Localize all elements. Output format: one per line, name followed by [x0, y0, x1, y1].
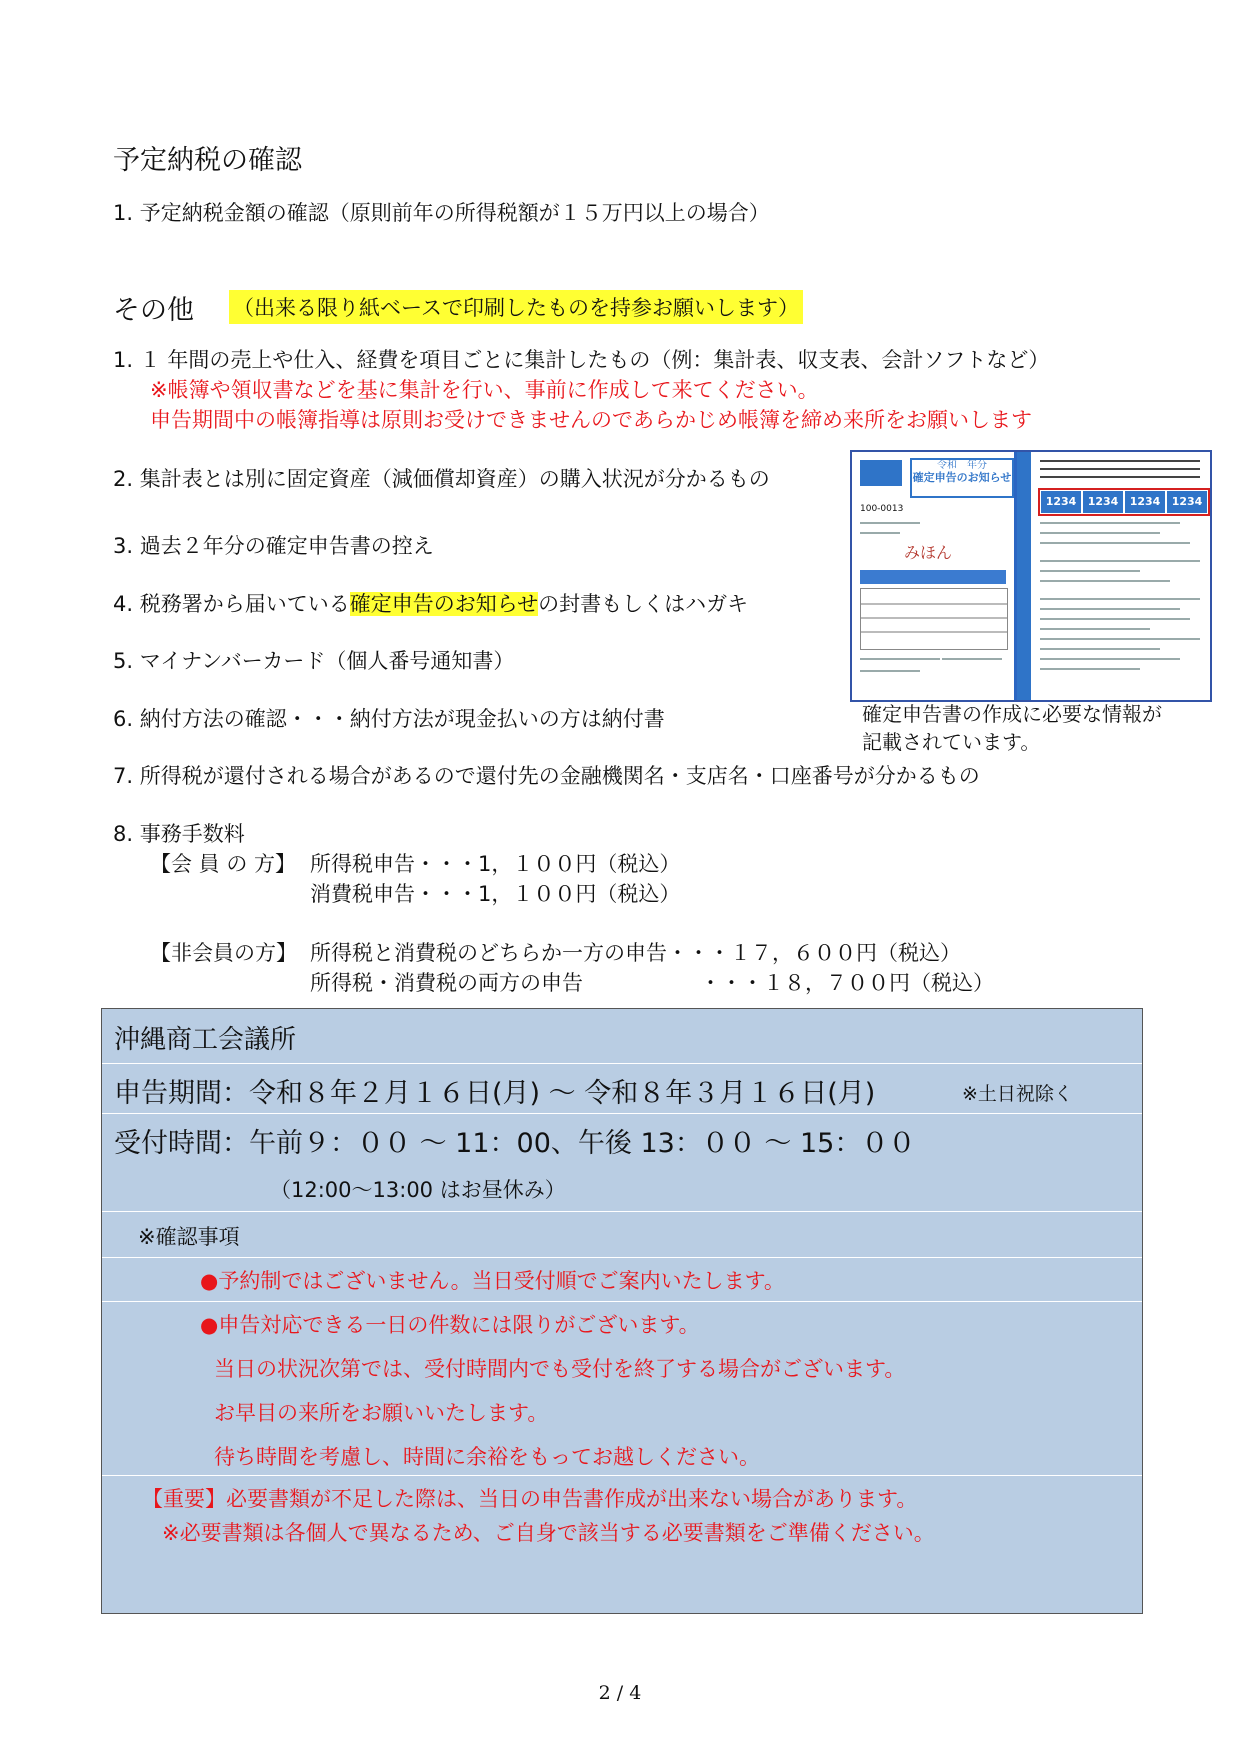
sample-number-box: 1234 [1167, 491, 1207, 513]
sample-logo-block [860, 460, 902, 486]
other-item-1-red-note-1: ※帳簿や領収書などを基に集計を行い、事前に作成して来てください。 [150, 378, 819, 402]
confirm-note-4: お早目の来所をお願いいたします。 [214, 1401, 549, 1425]
section-title-other: その他 [113, 295, 194, 326]
sample-blue-band [860, 570, 1006, 584]
filing-period-note: ※土日祝除く [962, 1083, 1073, 1105]
section-title-prepaid-tax: 予定納税の確認 [113, 145, 302, 176]
fee-nonmember-line-2a: 所得税・消費税の両方の申告 [310, 971, 583, 995]
lunch-break: （12:00〜13:00 はお昼休み） [270, 1178, 566, 1202]
sample-postcode: 100-0013 [860, 504, 904, 514]
sample-left-panel [852, 452, 1017, 700]
prepaid-tax-item-1: 1. 予定納税金額の確認（原則前年の所得税額が１５万円以上の場合） [113, 201, 770, 225]
confirm-note-5: 待ち時間を考慮し、時間に余裕をもってお越しください。 [214, 1445, 760, 1469]
sample-table [860, 588, 1008, 650]
sample-caption [862, 700, 1162, 756]
office-info-panel [101, 1008, 1143, 1614]
other-item-7: 7. 所得税が還付される場合があるので還付先の金融機関名・支店名・口座番号が分かるもの [113, 764, 980, 788]
sample-watermark: みほん [904, 543, 953, 562]
sample-middle-bar [1017, 452, 1031, 700]
fee-member-line-1: 所得税申告・・・1，１００円（税込） [310, 852, 681, 876]
sample-header-year: 令和 年分 [937, 460, 987, 471]
filing-period: 申告期間：令和８年２月１６日(月) 〜 令和８年３月１６日(月) [114, 1078, 876, 1109]
confirm-note-1: ●予約制ではございません。当日受付順でご案内いたします。 [200, 1269, 785, 1293]
other-item-2: 2. 集計表とは別に固定資産（減価償却資産）の購入状況が分かるもの [113, 467, 770, 491]
other-item-5: 5. マイナンバーカード（個人番号通知書） [113, 649, 515, 673]
sample-caption-line-1: 確定申告書の作成に必要な情報が [862, 702, 1162, 726]
page-number: 2 / 4 [598, 1682, 642, 1704]
sample-right-panel [1034, 452, 1210, 700]
sample-caption-line-2: 記載されています。 [862, 730, 1041, 754]
other-item-4-highlight: 確定申告のお知らせ [349, 592, 539, 616]
sample-header-title: 確定申告のお知らせ [912, 471, 1012, 484]
fee-nonmember-line-1: 所得税と消費税のどちらか一方の申告・・・１７，６００円（税込） [310, 941, 961, 965]
sample-number-box: 1234 [1083, 491, 1123, 513]
paper-based-note: （出来る限り紙ベースで印刷したものを持参お願いします） [229, 290, 803, 324]
other-item-6: 6. 納付方法の確認・・・納付方法が現金払いの方は納付書 [113, 707, 665, 731]
office-name: 沖縄商工会議所 [114, 1025, 297, 1055]
sample-number-box: 1234 [1125, 491, 1165, 513]
tax-notice-sample-image [850, 450, 1212, 702]
other-item-4-pre: 4. 税務署から届いている [113, 592, 350, 616]
reception-hours: 受付時間：午前９：００ 〜 11：00、午後 13：００ 〜 15：００ [114, 1128, 916, 1159]
sample-number-box-row [1038, 488, 1210, 516]
sample-number-box: 1234 [1041, 491, 1081, 513]
other-item-1-red-note-2: 申告期間中の帳簿指導は原則お受けできませんのであらかじめ帳簿を締め来所をお願いします [150, 408, 1032, 432]
fee-nonmember-line-2b: ・・・１８，７００円（税込） [700, 971, 994, 995]
other-item-4 [113, 588, 748, 618]
fee-member-line-2: 消費税申告・・・1，１００円（税込） [310, 882, 681, 906]
confirm-note-3: 当日の状況次第では、受付時間内でも受付を終了する場合がございます。 [214, 1357, 906, 1381]
fee-nonmember-label: 【非会員の方】 [150, 941, 297, 965]
other-item-1: 1. １ 年間の売上や仕入、経費を項目ごとに集計したもの（例：集計表、収支表、会計ソフトなど） [113, 348, 1050, 372]
fee-member-label: 【会 員 の 方】 [150, 852, 297, 876]
confirm-note-2: ●申告対応できる一日の件数には限りがございます。 [200, 1313, 700, 1337]
other-item-4-post: の封書もしくはハガキ [538, 592, 749, 616]
other-item-3: 3. 過去２年分の確定申告書の控え [113, 534, 434, 558]
confirm-title: ※確認事項 [138, 1225, 240, 1249]
other-item-8: 8. 事務手数料 [113, 822, 245, 846]
important-note-2: ※必要書類は各個人で異なるため、ご自身で該当する必要書類をご準備ください。 [162, 1521, 935, 1545]
sample-header-box [910, 458, 1014, 498]
important-note-1: 【重要】必要書類が不足した際は、当日の申告書作成が出来ない場合があります。 [142, 1487, 918, 1511]
